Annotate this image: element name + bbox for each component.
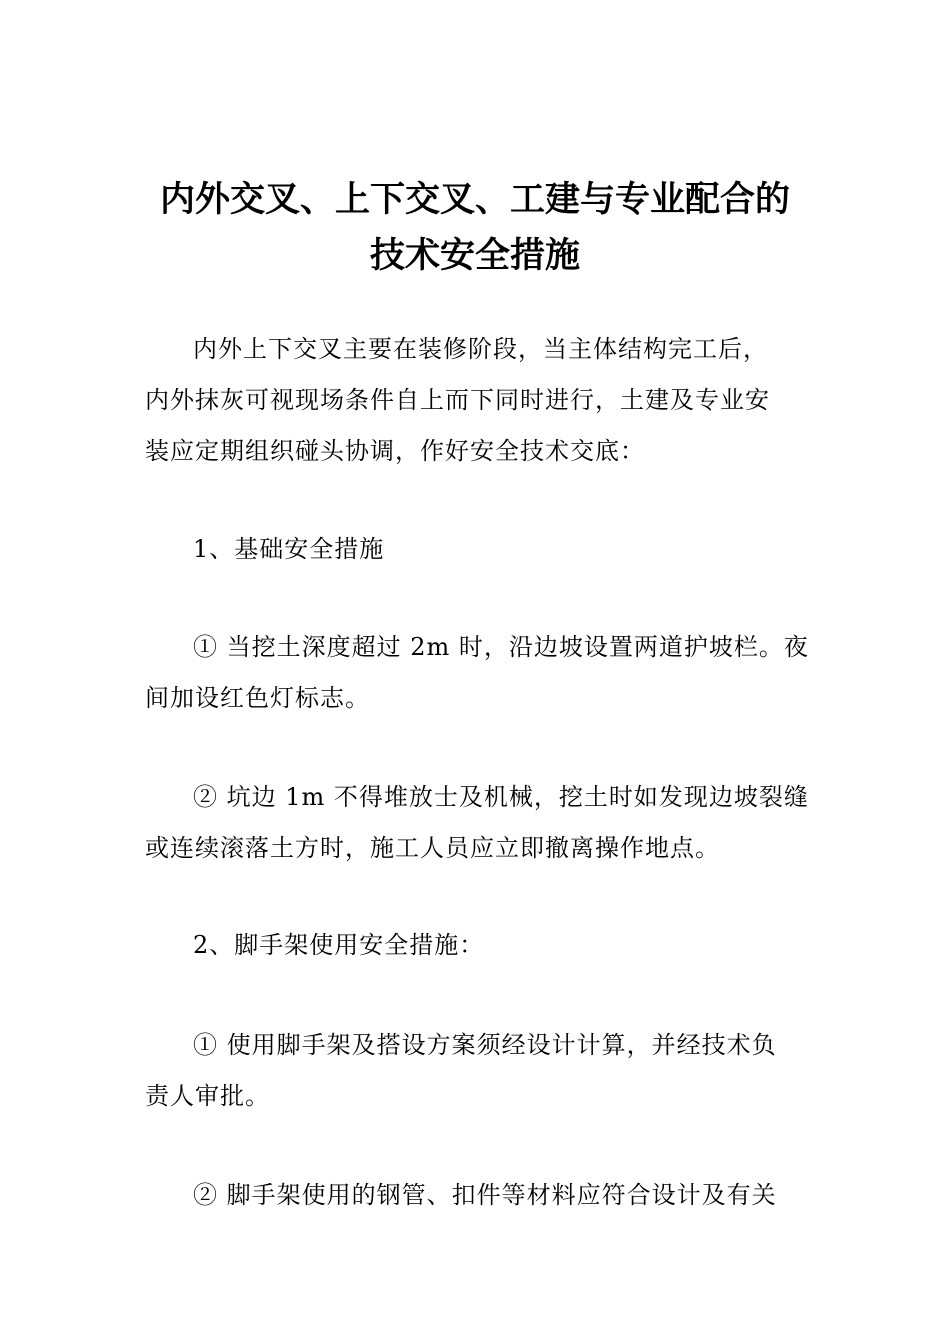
- section-1-item-1-line-2: 间加设红色灯标志。: [145, 684, 370, 712]
- section-2-item-2: [145, 1170, 805, 1221]
- intro-line-2: 内外抹灰可视现场条件自上而下同时进行，土建及专业安: [145, 386, 770, 414]
- section-1-item-2-line-1: ② 坑边 1m 不得堆放士及机械，挖土时如发现边坡裂缝: [193, 783, 809, 811]
- section-1-item-1-line-1: ① 当挖土深度超过 2m 时，沿边坡设置两道护坡栏。夜: [193, 633, 809, 661]
- section-1-item-2-line-2: 或连续滚落土方时，施工人员应立即撤离操作地点。: [145, 834, 720, 862]
- intro-paragraph: [145, 324, 805, 477]
- intro-line-1: 内外上下交叉主要在装修阶段，当主体结构完工后，: [193, 335, 768, 363]
- section-1-heading: 1、基础安全措施: [193, 535, 385, 563]
- section-1-item-2: [145, 772, 809, 874]
- section-1-item-1: [145, 622, 809, 724]
- section-2-item-1-line-2: 责人审批。: [145, 1082, 270, 1110]
- document-title: [100, 172, 850, 284]
- section-2-item-1: [145, 1020, 805, 1122]
- section-2-heading: 2、脚手架使用安全措施：: [193, 931, 485, 959]
- title-line-2: 技术安全措施: [369, 236, 580, 276]
- section-2-item-2-line-1: ② 脚手架使用的钢管、扣件等材料应符合设计及有关: [193, 1181, 777, 1209]
- intro-line-3: 装应定期组织碰头协调，作好安全技术交底：: [145, 437, 645, 465]
- title-line-1: 内外交叉、上下交叉、工建与专业配合的: [159, 180, 790, 220]
- section-2-item-1-line-1: ① 使用脚手架及搭设方案须经设计计算，并经技术负: [193, 1031, 777, 1059]
